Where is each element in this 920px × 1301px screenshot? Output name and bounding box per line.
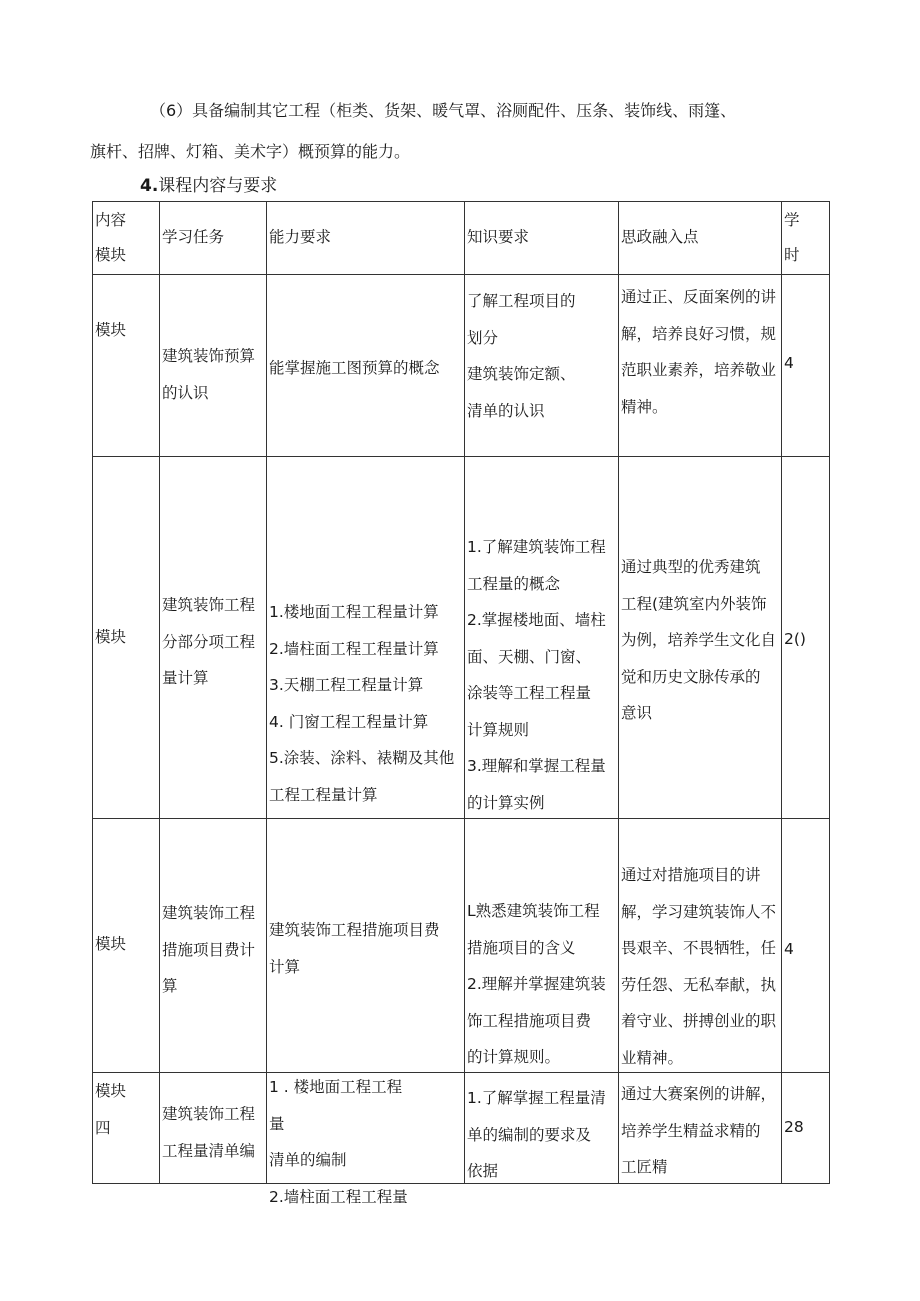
table-cell-ability: 4. 门窗工程工程量计算 bbox=[269, 712, 429, 731]
table-cell-ideology: 觉和历史文脉传承的 bbox=[621, 667, 761, 686]
table-cell-ideology: 劳任怨、无私奉献，执 bbox=[621, 975, 777, 994]
table-header-module: 内容 bbox=[95, 211, 127, 229]
table-cell-ideology: 通过正、反面案例的讲 bbox=[621, 288, 777, 306]
table-cell-ideology: 畏艰辛、不畏牺牲，任 bbox=[621, 939, 777, 957]
table-cell-task: 的认识 bbox=[162, 383, 209, 402]
table-cell-knowledge: 饰工程措施项目费 bbox=[467, 1011, 592, 1030]
table-cell-module: 模块 bbox=[95, 1082, 127, 1100]
table-cell-ability: 计算 bbox=[269, 957, 301, 976]
table-cell-ability: 清单的编制 bbox=[269, 1151, 347, 1169]
table-column-rule bbox=[266, 201, 267, 1183]
table-cell-ability: 工程工程量计算 bbox=[269, 785, 378, 804]
table-cell-hours: 4 bbox=[784, 354, 794, 372]
table-column-rule bbox=[464, 201, 465, 1183]
table-cell-ideology: 为例，培养学生文化自 bbox=[621, 631, 777, 649]
table-cell-ideology: 范职业素养，培养敬业 bbox=[621, 361, 777, 379]
table-cell-knowledge: 工程量的概念 bbox=[467, 574, 561, 593]
table-cell-knowledge: 清单的认识 bbox=[467, 401, 545, 420]
table-cell-ability: 2.墙柱面工程工程量计算 bbox=[269, 639, 439, 658]
table-header-ability: 能力要求 bbox=[269, 228, 332, 246]
table-cell-knowledge: 1.了解掌握工程量清 bbox=[467, 1089, 606, 1107]
table-cell-ability: 1 . 楼地面工程工程 bbox=[269, 1078, 403, 1096]
table-cell-ability: 3.天棚工程工程量计算 bbox=[269, 676, 424, 694]
section-number: 4. bbox=[140, 176, 159, 196]
table-cell-ideology: 培养学生精益求精的 bbox=[621, 1121, 761, 1140]
table-header-ideology: 思政融入点 bbox=[621, 228, 699, 246]
table-cell-task: 建筑装饰工程 bbox=[162, 596, 256, 614]
intro-line-1: （6）具备编制其它工程（柜类、货架、暖气罩、浴厕配件、压条、装饰线、雨篷、 bbox=[150, 101, 737, 120]
table-column-rule bbox=[829, 201, 830, 1183]
table-cell-ability: 2.墙柱面工程工程量 bbox=[269, 1187, 408, 1206]
table-cell-module: 四 bbox=[95, 1118, 111, 1137]
table-cell-knowledge: 2.掌握楼地面、墙柱 bbox=[467, 611, 606, 629]
table-cell-knowledge: 的计算规则。 bbox=[467, 1048, 561, 1066]
table-row-rule bbox=[92, 456, 830, 457]
table-cell-knowledge: 建筑装饰定额、 bbox=[467, 365, 576, 383]
table-cell-knowledge: 的计算实例 bbox=[467, 793, 545, 812]
table-cell-knowledge: 了解工程项目的 bbox=[467, 292, 576, 310]
table-header-hours: 学 bbox=[784, 211, 800, 229]
table-row-rule bbox=[92, 818, 830, 819]
table-cell-knowledge: 1.了解建筑装饰工程 bbox=[467, 538, 606, 556]
table-cell-knowledge: 单的编制的要求及 bbox=[467, 1125, 592, 1144]
table-cell-knowledge: 依据 bbox=[467, 1162, 499, 1180]
table-cell-task: 措施项目费计 bbox=[162, 940, 256, 959]
table-cell-ability: 量 bbox=[269, 1114, 285, 1133]
table-cell-ideology: 解，学习建筑装饰人不 bbox=[621, 902, 777, 921]
table-header-module: 模块 bbox=[95, 246, 127, 264]
table-cell-hours: 28 bbox=[784, 1118, 804, 1136]
table-cell-module: 模块 bbox=[95, 935, 127, 953]
table-cell-ideology: 着守业、拼搏创业的职 bbox=[621, 1012, 777, 1030]
table-cell-task: 建筑装饰工程 bbox=[162, 904, 256, 922]
table-cell-hours: 2() bbox=[784, 630, 806, 648]
table-cell-ideology: 工程(建筑室内外装饰 bbox=[621, 594, 767, 613]
table-cell-knowledge: 3.理解和掌握工程量 bbox=[467, 757, 606, 775]
table-row-rule bbox=[92, 201, 830, 202]
table-column-rule bbox=[92, 201, 93, 1183]
table-cell-task: 建筑装饰工程 bbox=[162, 1105, 256, 1123]
table-cell-ideology: 意识 bbox=[621, 704, 653, 722]
table-row-rule bbox=[92, 274, 830, 275]
table-header-hours: 时 bbox=[784, 246, 800, 264]
table-column-rule bbox=[618, 201, 619, 1183]
table-cell-ideology: 通过典型的优秀建筑 bbox=[621, 558, 761, 576]
table-cell-ideology: 工匠精 bbox=[621, 1158, 668, 1176]
table-cell-task: 工程量清单编 bbox=[162, 1141, 256, 1160]
table-cell-ability: 5.涂装、涂料、裱糊及其他 bbox=[269, 749, 455, 767]
table-cell-ability: 1.楼地面工程工程量计算 bbox=[269, 603, 439, 621]
table-cell-knowledge: 涂装等工程工程量 bbox=[467, 684, 592, 702]
table-column-rule bbox=[781, 201, 782, 1183]
table-cell-knowledge: L熟悉建筑装饰工程 bbox=[467, 902, 600, 920]
intro-line-2: 旗杆、招牌、灯箱、美术字）概预算的能力。 bbox=[90, 142, 411, 161]
table-cell-module: 模块 bbox=[95, 628, 127, 646]
table-cell-knowledge: 划分 bbox=[467, 328, 499, 347]
table-cell-ability: 建筑装饰工程措施项目费 bbox=[269, 921, 440, 939]
table-cell-task: 建筑装饰预算 bbox=[162, 347, 256, 365]
table-cell-knowledge: 2.理解并掌握建筑装 bbox=[467, 975, 606, 993]
table-cell-ideology: 精神。 bbox=[621, 397, 668, 416]
section-heading bbox=[140, 176, 277, 196]
section-title: 课程内容与要求 bbox=[158, 176, 278, 196]
table-column-rule bbox=[159, 201, 160, 1183]
table-header-task: 学习任务 bbox=[162, 228, 225, 246]
table-cell-module: 模块 bbox=[95, 321, 127, 339]
table-header-knowledge: 知识要求 bbox=[467, 228, 530, 246]
table-cell-ideology: 通过大赛案例的讲解， bbox=[621, 1085, 777, 1103]
table-cell-hours: 4 bbox=[784, 940, 794, 958]
table-cell-knowledge: 面、天棚、门窗、 bbox=[467, 647, 592, 666]
table-cell-ideology: 解，培养良好习惯，规 bbox=[621, 324, 777, 343]
table-cell-task: 算 bbox=[162, 977, 178, 995]
table-cell-knowledge: 计算规则 bbox=[467, 720, 530, 739]
table-cell-ability: 能掌握施工图预算的概念 bbox=[269, 359, 440, 377]
table-cell-knowledge: 措施项目的含义 bbox=[467, 938, 576, 957]
table-cell-ideology: 通过对措施项目的讲 bbox=[621, 866, 761, 884]
table-cell-task: 分部分项工程 bbox=[162, 632, 256, 651]
table-cell-task: 量计算 bbox=[162, 669, 209, 687]
table-cell-ideology: 业精神。 bbox=[621, 1048, 684, 1067]
